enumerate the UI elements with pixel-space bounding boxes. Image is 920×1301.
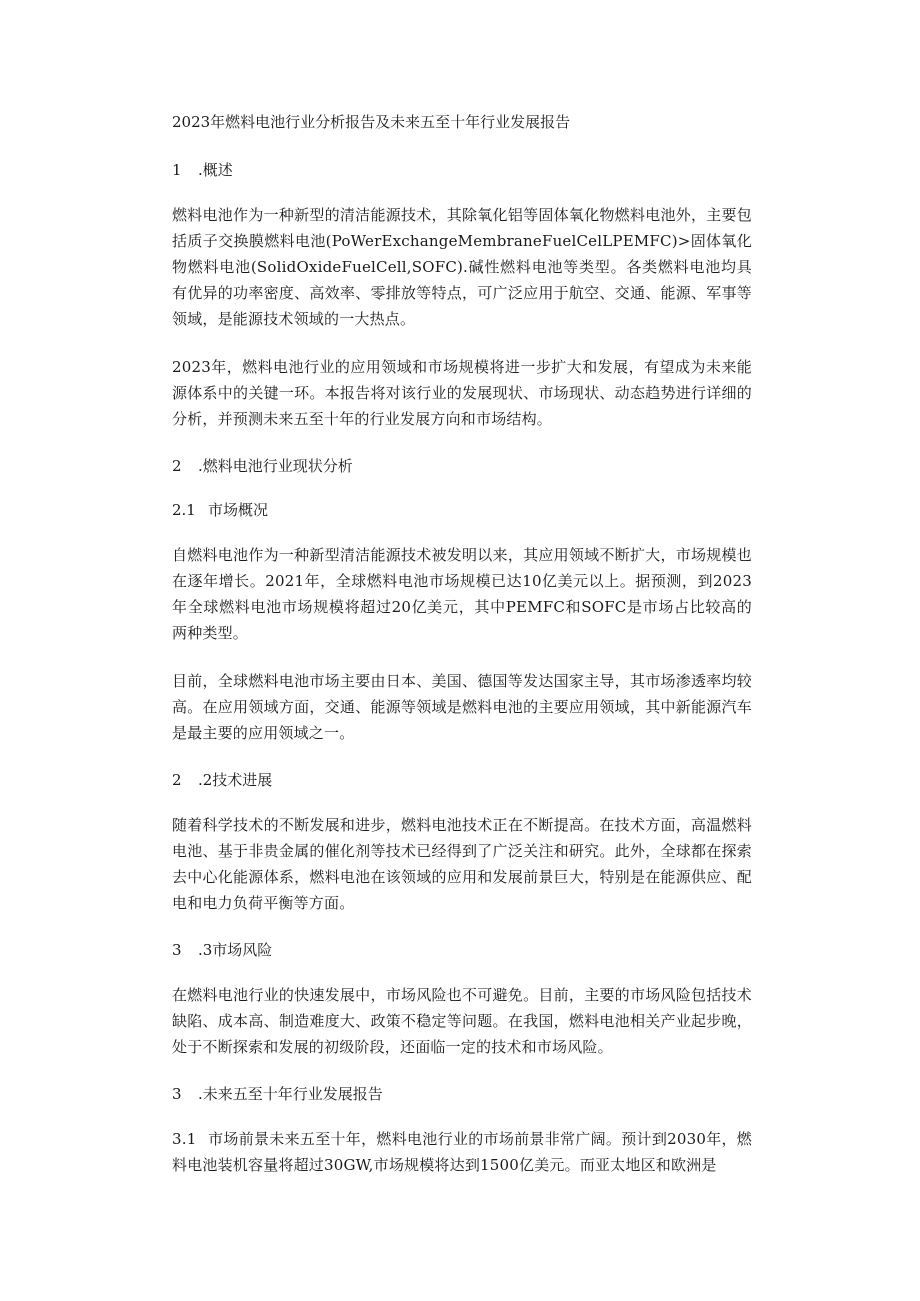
paragraph: 在燃料电池行业的快速发展中，市场风险也不可避免。目前，主要的市场风险包括技术缺陷、成本高、制造难度大、政策不稳定等问题。在我国，燃料电池相关产业起步晚，处于不断探索和发展的初级阶段，还面临一定的技术和市场风险。 (172, 986, 752, 1056)
paragraph: 自燃料电池作为一种新型清洁能源技术被发明以来，其应用领域不断扩大，市场规模也在逐年增长。2021年，全球燃料电池市场规模已达10亿美元以上。据预测，到2023年全球燃料电池市场规模将超过20亿美元，其中PEMFC和SOFC是市场占比较高的两种类型。 (172, 546, 752, 642)
heading-number: 2 (172, 771, 182, 789)
heading-text: .2技术进展 (198, 771, 273, 789)
paragraph: 2023年，燃料电池行业的应用领域和市场规模将进一步扩大和发展，有望成为未来能源体系中的关键一环。本报告将对该行业的发展现状、市场现状、动态趋势进行详细的分析，并预测未来五至十年的行业发展方向和市场结构。 (172, 358, 752, 428)
heading-text: .未来五至十年行业发展报告 (198, 1085, 383, 1103)
heading-text: .3市场风险 (198, 941, 273, 959)
subsection-heading-market-risk (172, 938, 752, 962)
document-title: 2023年燃料电池行业分析报告及未来五至十年行业发展报告 (172, 113, 571, 131)
heading-number: 1 (172, 161, 182, 179)
heading-number: 3 (172, 1085, 182, 1103)
section-heading-future-report (172, 1082, 752, 1106)
heading-number: 3 (172, 941, 182, 959)
heading-text: .燃料电池行业现状分析 (198, 457, 353, 475)
paragraph: 随着科学技术的不断发展和进步，燃料电池技术正在不断提高。在技术方面，高温燃料电池、基于非贵金属的催化剂等技术已经得到了广泛关注和研究。此外，全球都在探索去中心化能源体系，燃料电池在该领域的应用和发展前景巨大，特别是在能源供应、配电和电力负荷平衡等方面。 (172, 816, 752, 912)
paragraph-text: 市场前景未来五至十年，燃料电池行业的市场前景非常广阔。预计到2030年，燃料电池装机容量将超过30GW,市场规模将达到1500亿美元。而亚太地区和欧洲是 (172, 1130, 752, 1174)
subsection-heading-market-overview (172, 498, 752, 522)
subsection-heading-tech-progress (172, 768, 752, 792)
section-heading-overview (172, 158, 752, 182)
heading-text: 市场概况 (208, 501, 269, 519)
paragraph: 目前，全球燃料电池市场主要由日本、美国、德国等发达国家主导，其市场渗透率均较高。在应用领域方面，交通、能源等领域是燃料电池的主要应用领域，其中新能源汽车是最主要的应用领域之一。 (172, 672, 752, 742)
paragraph: 燃料电池作为一种新型的清洁能源技术，其除氧化铝等固体氧化物燃料电池外，主要包括质子交换膜燃料电池(PoWerExchangeMembraneFuelCelLPEMFC)>固体氧化物燃料电池(SolidOxideFuelCell,SOFC).碱性燃料电池等类型。各类燃料电池均具有优异的功率密度、高效率、零排放等特点，可广泛应用于航空、交通、能源、军事等领域，是能源技术领域的一大热点。 (172, 206, 752, 328)
heading-text: .概述 (198, 161, 233, 179)
section-heading-status-analysis (172, 454, 752, 478)
document-page (172, 110, 752, 1178)
paragraph-number: 3.1 (172, 1130, 197, 1148)
heading-number: 2 (172, 457, 182, 475)
heading-number: 2.1 (172, 501, 196, 519)
paragraph-market-outlook (172, 1126, 752, 1178)
